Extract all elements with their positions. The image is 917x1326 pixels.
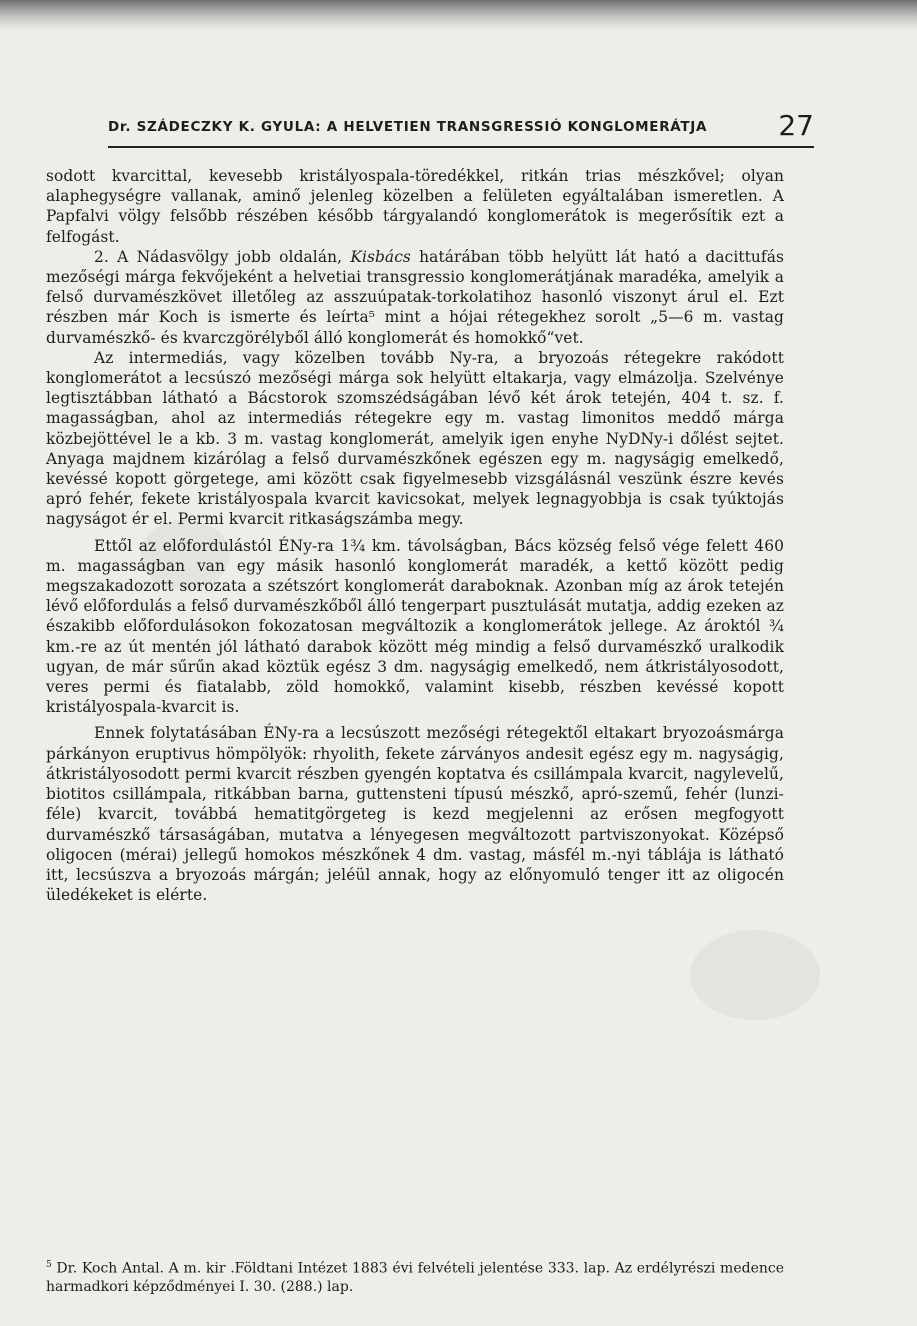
page-number: 27 <box>778 109 814 142</box>
paragraph: Az intermediás, vagy közelben tovább Ny-ra, a bryozoás rétegekre rakódott konglomerátot a lecsúszó mezőségi márga sok helyütt eltakarja, vagy elmázolja. Szelvénye legtisztábban látható a Bácstorok szomszédságában lévő két árok tetején, 404 t. sz. f. magasságban, ahol az intermediás rétegekre egy m. vastag limonitos meddő márga közbejöttével le a kb. 3 m. vastag konglomerát, amelyik igen enyhe NyDNy-i dőlést sejtet. Anyaga majdnem kizárólag a felső durvamészkőnek egészen egy m. nagyságig emelkedő, kevéssé kopott görgetege, ami között csak figyelmesebb vizsgálásnál veszünk észre kevés apró fehér, fekete kristályospala kvarcit kavicsokat, melyek legnagyobbja is csak tyúktojás nagyságot ér el. Permi kvarcit ritkaságszámba megy. <box>46 348 784 529</box>
paragraph: Ennek folytatásában ÉNy-ra a lecsúszott mezőségi rétegektől eltakart bryozoásmárga párkányon eruptivus hömpölyök: rhyolith, fekete zárványos andesit egész egy m. nagyságig, átkristályosodott permi kvarcit részben gyengén koptatva és csillámpala kvarcit, nagylevelű, biotitos csillámpala, ritkábban barna, guttensteni típusú mészkő, apró-szemű, fehér (lunzi-féle) kvarcit, továbbá hematitgörgeteg is kezd megjelenni az erősen megfogyott durvamészkő társaságában, mutatva a lényegesen megváltozott partviszonyokat. Középső oligocen (mérai) jellegű homokos mészkőnek 4 dm. vastag, másfél m.-nyi táblája is látható itt, lecsúszva a bryozoás márgán; jeléül annak, hogy az előnyomuló tenger itt az oligocén üledékeket is elérte. <box>46 724 784 905</box>
place-name-italic: Kisbács <box>350 247 411 266</box>
paragraph <box>46 247 784 348</box>
footnote-text <box>46 1256 784 1296</box>
footnote-marker: 5 <box>46 1260 52 1270</box>
running-title: Dr. SZÁDECZKY K. GYULA: A HELVETIEN TRANSGRESSIÓ KONGLOMERÁTJA <box>108 119 708 135</box>
paragraph-text: 2. A Nádasvölgy jobb oldalán, <box>94 247 351 266</box>
paragraph: Ettől az előfordulástól ÉNy-ra 1¾ km. távolságban, Bács község felső vége felett 460 m. magasságban van egy másik hasonló konglomerát maradék, a kettő között pedig megszakadozott sorozata a szétszórt konglomerát daraboknak. Azonban míg az árok tetején lévő előfordulás a felső durvamészkőből álló tengerpart pusztulását mutatja, addig ezeken az északibb előfordulásokon fokozatosan megváltozik a konglomerátok jellege. Az ároktól ¾ km.-re az út mentén jól látható darabok között még mindig a felső durvamészkő uralkodik ugyan, de már sűrűn akad köztük egész 3 dm. nagyságig emelkedő, nem átkristályosodott, veres permi és fiatalabb, zöld homokkő, valamint kisebb, részben kevéssé kopott kristályospala-kvarcit is. <box>46 536 784 717</box>
paragraph: sodott kvarcittal, kevesebb kristályospala-töredékkel, ritkán trias mészkővel; olyan alaphegységre vallanak, aminő jelenleg közelben a felületen egyáltalában ismeretlen. A Papfalvi völgy felsőbb részében később tárgyalandó konglomerátok is megerősítik ezt a felfogást. <box>46 167 784 246</box>
paragraph-text: határában több helyütt lát ható a dacittufás mezőségi márga fekvőjeként a helvetiai transgressio konglomerátjának maradéka, amelyik a felső durvamészkövet illetőleg az asszuúpatak-torkolatihoz hasonló viszonyt árul el. Ezt részben már Koch is ismerte és leírta⁵ mint a hójai rétegekhez sorolt „5—6 m. vastag durvamészkő- és kvarczgörélyből álló konglomerát és homokkő“vet. <box>46 247 784 347</box>
footnote-body: Dr. Koch Antal. A m. kir .Földtani Intézet 1883 évi felvételi jelentése 333. lap. Az erdélyrészi medence harmadkori képződményei I. 30. (288.) lap. <box>46 1260 784 1295</box>
article-body <box>46 166 784 905</box>
scan-edge-shadow <box>0 0 917 30</box>
page-header <box>108 109 814 148</box>
footnote <box>46 1256 784 1296</box>
paper-stain <box>690 930 820 1020</box>
